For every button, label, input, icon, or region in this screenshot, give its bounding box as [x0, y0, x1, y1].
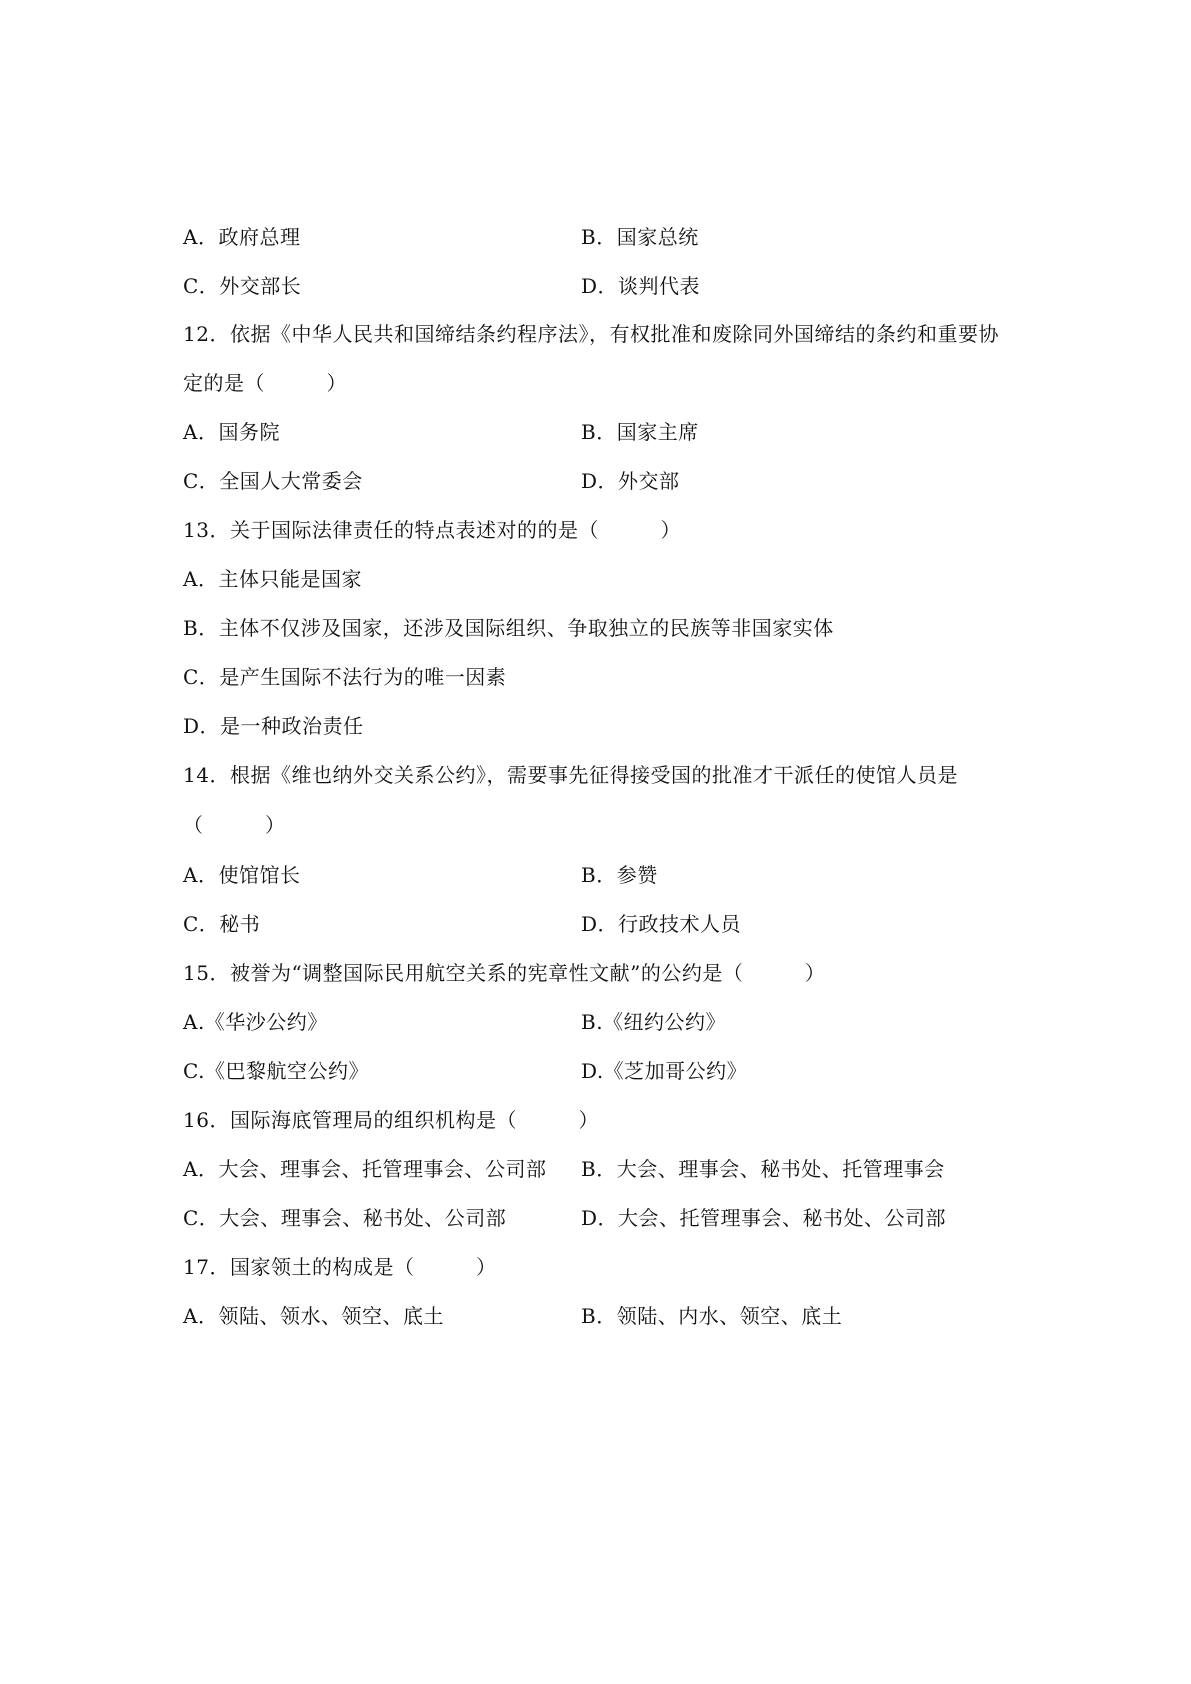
q14-option-d: D．行政技术人员 — [581, 912, 742, 936]
q17-option-a: A．领陆、领水、领空、底土 — [183, 1304, 444, 1328]
q11-option-c: C．外交部长 — [183, 274, 302, 298]
q12-stem-line-2: 定的是（ ） — [183, 371, 347, 395]
q15-option-d: D.《芝加哥公约》 — [581, 1059, 748, 1083]
q15-option-b: B.《纽约公约》 — [581, 1010, 727, 1034]
q16-option-a: A．大会、理事会、托管理事会、公司部 — [183, 1157, 547, 1181]
q11-option-d: D．谈判代表 — [581, 274, 701, 298]
q15-stem: 15．被誉为“调整国际民用航空关系的宪章性文献”的公约是（ ） — [183, 961, 826, 985]
q16-stem: 16．国际海底管理局的组织机构是（ ） — [183, 1108, 599, 1132]
q17-stem: 17．国家领土的构成是（ ） — [183, 1255, 497, 1279]
q12-stem-line-1: 12．依据《中华人民共和国缔结条约程序法》，有权批准和废除同外国缔结的条约和重要协 — [183, 322, 999, 346]
q16-option-c: C．大会、理事会、秘书处、公司部 — [183, 1206, 507, 1230]
q13-stem: 13．关于国际法律责任的特点表述对的的是（ ） — [183, 518, 681, 542]
q13-option-c: C．是产生国际不法行为的唯一因素 — [183, 665, 507, 689]
q14-option-c: C．秘书 — [183, 912, 261, 936]
q13-option-b: B．主体不仅涉及国家，还涉及国际组织、争取独立的民族等非国家实体 — [183, 616, 834, 640]
q12-option-a: A．国务院 — [183, 420, 280, 444]
q14-option-a: A．使馆馆长 — [183, 863, 301, 887]
q15-option-a: A.《华沙公约》 — [183, 1010, 328, 1034]
q11-option-b: B．国家总统 — [581, 225, 699, 249]
q14-stem-line-1: 14．根据《维也纳外交关系公约》，需要事先征得接受国的批准才干派任的使馆人员是 — [183, 763, 958, 787]
q17-option-b: B．领陆、内水、领空、底土 — [581, 1304, 843, 1328]
q12-option-d: D．外交部 — [581, 469, 680, 493]
q15-option-c: C.《巴黎航空公约》 — [183, 1059, 369, 1083]
q12-option-b: B．国家主席 — [581, 420, 699, 444]
q11-option-a: A．政府总理 — [183, 225, 301, 249]
q14-option-b: B．参赞 — [581, 863, 658, 887]
q13-option-d: D．是一种政治责任 — [183, 714, 364, 738]
q16-option-d: D．大会、托管理事会、秘书处、公司部 — [581, 1206, 947, 1230]
q13-option-a: A．主体只能是国家 — [183, 567, 362, 591]
q12-option-c: C．全国人大常委会 — [183, 469, 363, 493]
q16-option-b: B．大会、理事会、秘书处、托管理事会 — [581, 1157, 945, 1181]
q14-stem-line-2: （ ） — [183, 813, 286, 837]
